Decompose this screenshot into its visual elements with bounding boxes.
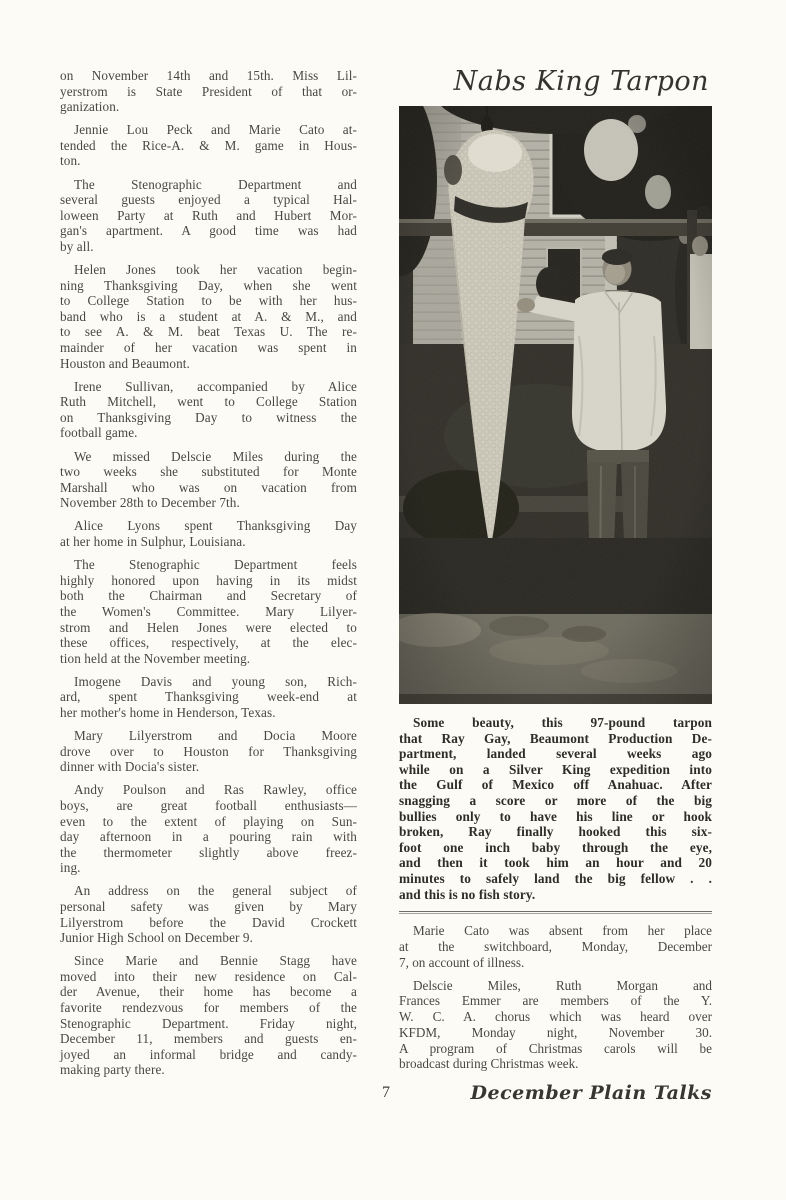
text-line: Imogene Davis and young son, Rich- bbox=[74, 673, 357, 689]
paragraph bbox=[60, 557, 357, 666]
publication-title: December Plain Talks bbox=[470, 1082, 712, 1104]
text-line: Marie Cato was absent from her place bbox=[413, 923, 712, 939]
text-line: personal safety was given by Mary bbox=[60, 899, 357, 914]
text-line: snagging a score or more of the big bbox=[399, 792, 712, 808]
text-line: Since Marie and Bennie Stagg have bbox=[74, 953, 357, 969]
text-line: dinner with Docia's sister. bbox=[60, 759, 200, 775]
text-line: football game. bbox=[60, 425, 138, 441]
text-line: minutes to safely land the big fellow . . bbox=[399, 870, 712, 886]
text-line: Irene Sullivan, accompanied by Alice bbox=[74, 378, 357, 394]
paragraph bbox=[60, 883, 357, 945]
text-line: Junior High School on December 9. bbox=[60, 930, 254, 946]
text-line: We missed Delscie Miles during the bbox=[74, 448, 357, 464]
text-line: ning Thanksgiving Day, when she went bbox=[60, 277, 357, 293]
photo-caption bbox=[399, 715, 712, 902]
paragraph bbox=[60, 518, 357, 549]
text-line: strom and Helen Jones were elected to bbox=[60, 619, 357, 635]
text-line: by all. bbox=[60, 238, 94, 254]
text-line: partment, landed several weeks ago bbox=[399, 746, 712, 762]
text-line: day afternoon in a pouring rain with bbox=[60, 829, 357, 845]
text-line: The Stenographic Department feels bbox=[74, 557, 357, 573]
text-line: the thermometer slightly above freez- bbox=[60, 844, 357, 860]
right-column bbox=[399, 63, 712, 1079]
text-line: Helen Jones took her vacation begin- bbox=[74, 262, 357, 278]
text-line: on Thanksgiving Day to witness the bbox=[60, 409, 357, 425]
text-line: An address on the general subject of bbox=[74, 883, 357, 899]
paragraph bbox=[60, 262, 357, 371]
paragraph bbox=[399, 715, 712, 902]
text-line: Jennie Lou Peck and Marie Cato at- bbox=[74, 122, 357, 138]
text-line: at her home in Sulphur, Louisiana. bbox=[60, 534, 246, 550]
text-line: 7, on account of illness. bbox=[399, 954, 525, 970]
text-line: while on a Silver King expedition into bbox=[399, 761, 712, 777]
text-line: December 11, members and guests en- bbox=[60, 1031, 357, 1047]
text-line: Andy Poulson and Ras Rawley, office bbox=[74, 782, 357, 798]
right-column-news bbox=[399, 923, 712, 1072]
paragraph bbox=[60, 122, 357, 169]
text-line: that Ray Gay, Beaumont Production De- bbox=[399, 730, 712, 746]
text-line: highly honored upon having in its midst bbox=[60, 572, 357, 588]
text-line: foot one inch baby through the eye, bbox=[399, 839, 712, 855]
text-line: the Gulf of Mexico off Anahuac. After bbox=[399, 777, 712, 793]
text-line: mainder of her vacation was spent in bbox=[60, 340, 357, 355]
text-line: Marshall who was on vacation from bbox=[60, 479, 357, 495]
text-line: boys, are great football enthusiasts— bbox=[60, 797, 357, 813]
text-line: favorite rendezvous for members of the bbox=[60, 1000, 357, 1016]
text-line: W. C. A. chorus which was heard over bbox=[399, 1009, 712, 1025]
text-line: to see A. & M. beat Texas U. The re- bbox=[60, 324, 357, 340]
text-line: Alice Lyons spent Thanksgiving Day bbox=[74, 518, 357, 534]
paragraph bbox=[60, 449, 357, 511]
text-line: and this is no fish story. bbox=[399, 886, 536, 902]
text-line: band who is a student at A. & M., and bbox=[60, 308, 357, 324]
article-headline: Nabs King Tarpon bbox=[453, 66, 709, 97]
text-line: even to the extent of playing on Sun- bbox=[60, 813, 357, 829]
text-line: bullies only to have his line or hook bbox=[399, 808, 712, 824]
text-line: Some beauty, this 97-pound tarpon bbox=[413, 715, 712, 730]
text-line: several guests enjoyed a typical Hal- bbox=[60, 192, 357, 208]
text-line: drove over to Houston for Thanksgiving bbox=[60, 743, 357, 759]
text-line: to College Station to be with her hus- bbox=[60, 293, 357, 309]
text-line: Ruth Mitchell, went to College Station bbox=[60, 394, 357, 410]
text-line: A program of Christmas carols will be bbox=[399, 1040, 712, 1056]
paragraph bbox=[399, 978, 712, 1072]
section-divider bbox=[399, 911, 712, 914]
text-line: two weeks she substituted for Monte bbox=[60, 464, 357, 480]
text-line: The Stenographic Department and bbox=[74, 176, 357, 192]
text-line: moved into their new residence on Cal- bbox=[60, 968, 357, 984]
text-line: yerstrom is State President of that or- bbox=[60, 83, 357, 99]
text-line: loween Party at Ruth and Hubert Mor- bbox=[60, 207, 357, 223]
photo-grain bbox=[399, 106, 712, 704]
text-line: gan's apartment. A good time was had bbox=[60, 223, 357, 239]
text-line: tended the Rice-A. & M. game in Hous- bbox=[60, 137, 357, 153]
text-line: Stenographic Department. Friday night, bbox=[60, 1015, 357, 1031]
page-number: 7 bbox=[382, 1084, 390, 1101]
text-line: Delscie Miles, Ruth Morgan and bbox=[413, 977, 712, 993]
text-line: Frances Emmer are members of the Y. bbox=[399, 993, 712, 1009]
paragraph bbox=[399, 923, 712, 970]
paragraph bbox=[60, 953, 357, 1078]
text-line: broadcast during Christmas week. bbox=[399, 1056, 579, 1072]
text-line: KFDM, Monday night, November 30. bbox=[399, 1024, 712, 1040]
paragraph bbox=[60, 177, 357, 255]
text-line: Lilyerstrom before the David Crockett bbox=[60, 914, 357, 930]
text-line: these offices, respectively, at the elec- bbox=[60, 635, 357, 651]
text-line: broken, Ray finally hooked this six- bbox=[399, 824, 712, 840]
text-line: joyed an informal bridge and candy- bbox=[60, 1046, 357, 1062]
text-line: Mary Lilyerstrom and Docia Moore bbox=[74, 728, 357, 744]
text-line: November 28th to December 7th. bbox=[60, 495, 240, 511]
text-line: on November 14th and 15th. Miss Lil- bbox=[60, 68, 357, 83]
text-line: making party there. bbox=[60, 1062, 165, 1078]
text-line: at the switchboard, Monday, December bbox=[399, 938, 712, 954]
text-line: ton. bbox=[60, 153, 81, 169]
text-line: and then it took him an hour and 20 bbox=[399, 855, 712, 871]
text-line: ing. bbox=[60, 860, 81, 876]
text-line: der Avenue, their home has become a bbox=[60, 984, 357, 1000]
text-line: both the Chairman and Secretary of bbox=[60, 588, 357, 604]
left-column bbox=[60, 68, 357, 1086]
text-line: ard, spent Thanksgiving week-end at bbox=[60, 689, 357, 705]
paragraph bbox=[60, 379, 357, 441]
text-line: her mother's home in Henderson, Texas. bbox=[60, 704, 276, 720]
paragraph bbox=[60, 782, 357, 876]
text-line: tion held at the November meeting. bbox=[60, 650, 251, 666]
paragraph bbox=[60, 674, 357, 721]
tarpon-photo-art bbox=[399, 106, 712, 704]
page-footer bbox=[60, 1084, 712, 1108]
text-line: the Women's Committee. Mary Lilyer- bbox=[60, 603, 357, 619]
text-line: Houston and Beaumont. bbox=[60, 355, 190, 371]
tarpon-photo bbox=[399, 106, 712, 704]
paragraph bbox=[60, 728, 357, 775]
text-line: ganization. bbox=[60, 99, 120, 115]
paragraph bbox=[60, 68, 357, 115]
